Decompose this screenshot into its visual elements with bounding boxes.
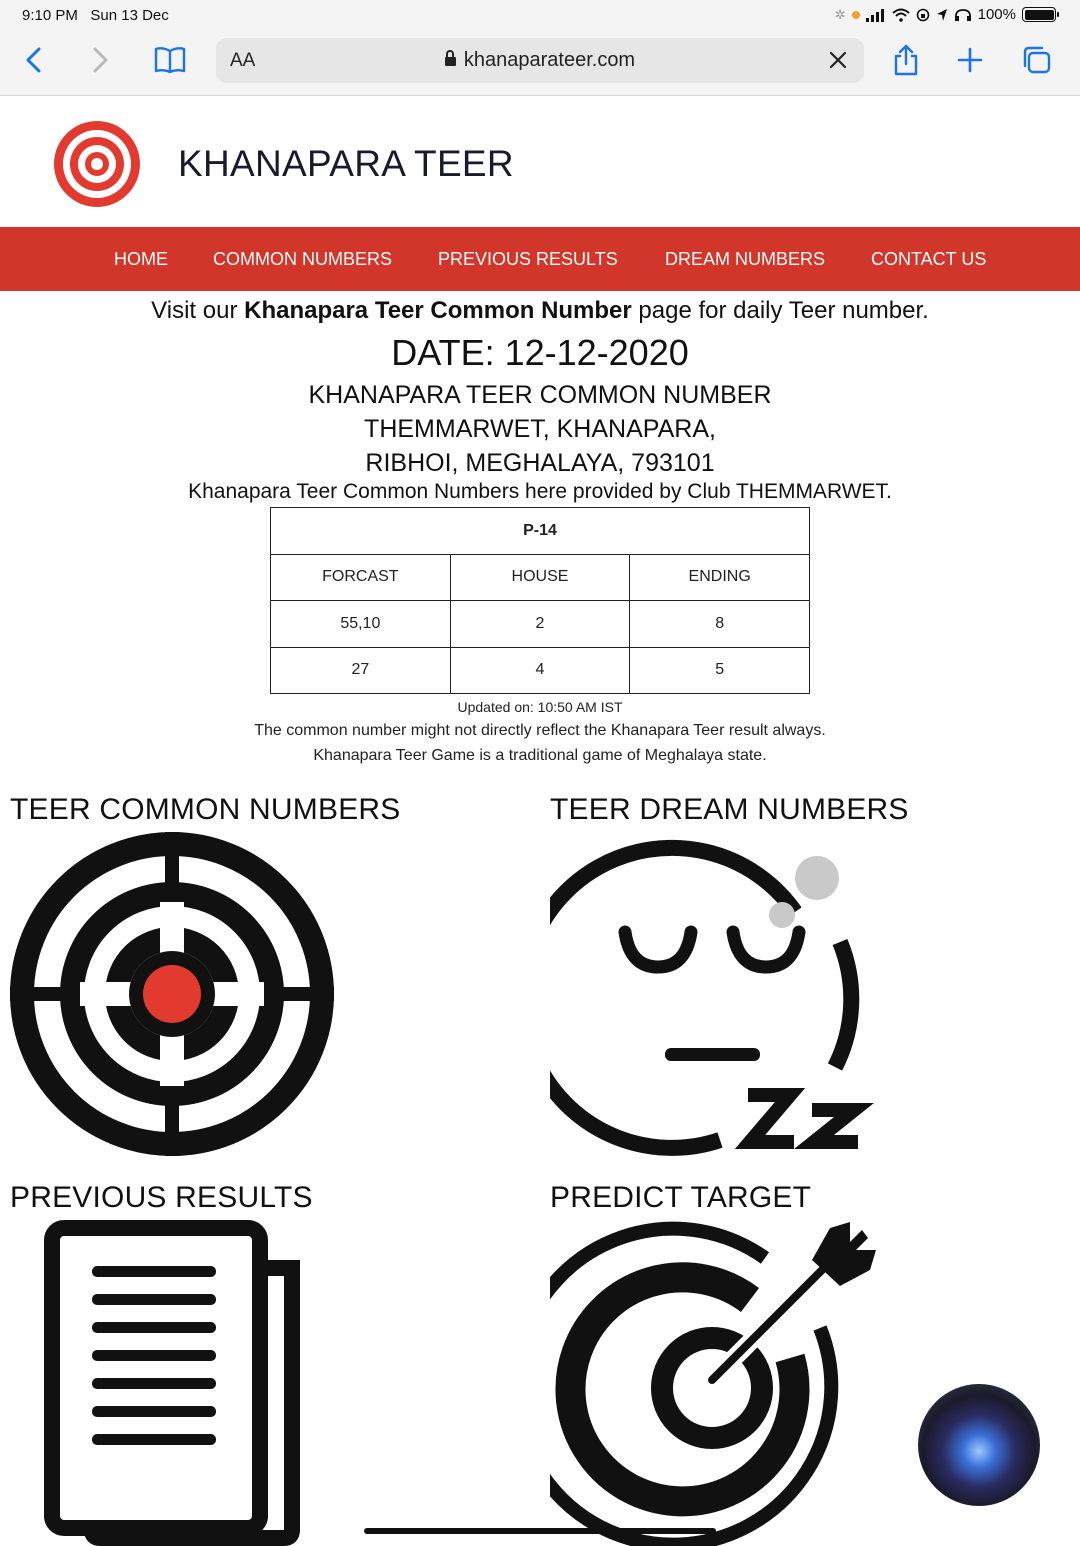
- share-icon: [892, 43, 920, 77]
- game-note: Khanapara Teer Game is a traditional game of Meghalaya state.: [313, 747, 767, 764]
- document-icon[interactable]: [40, 1220, 310, 1546]
- headphones-icon: [954, 8, 972, 22]
- forward-button[interactable]: [80, 40, 120, 80]
- status-time: 9:10 PM Sun 13 Dec: [22, 7, 169, 24]
- bullseye-arrow-icon[interactable]: [550, 1218, 880, 1546]
- bookmarks-button[interactable]: [150, 40, 190, 80]
- battery-percent: 100%: [977, 6, 1016, 23]
- table-cell: 55,10: [271, 601, 451, 648]
- plus-icon: [957, 47, 983, 73]
- status-bar: [0, 0, 1080, 30]
- main-nav: [0, 227, 1080, 291]
- status-indicators: [835, 6, 1056, 23]
- tabs-icon: [1020, 45, 1052, 75]
- table-cell: 4: [450, 647, 630, 694]
- section-title-dream[interactable]: TEER DREAM NUMBERS: [550, 793, 909, 826]
- table-title: P-14: [271, 508, 810, 555]
- activity-icon: ✲: [834, 6, 846, 22]
- battery-icon: [1022, 7, 1056, 22]
- logo-target-icon[interactable]: [52, 119, 142, 209]
- updated-time: Updated on: 10:50 AM IST: [457, 699, 623, 715]
- table-cell: 8: [630, 601, 810, 648]
- table-row: [271, 601, 810, 648]
- share-button[interactable]: [886, 40, 926, 80]
- address-bar[interactable]: [216, 38, 864, 83]
- url-text[interactable]: khanaparateer.com: [216, 49, 864, 72]
- tabs-button[interactable]: [1016, 40, 1056, 80]
- new-tab-button[interactable]: [950, 40, 990, 80]
- address-line-2: RIBHOI, MEGHALAYA, 793101: [365, 449, 715, 477]
- site-title[interactable]: KHANAPARA TEER: [178, 143, 514, 184]
- siri-orb-icon[interactable]: [918, 1384, 1040, 1506]
- address-block: [0, 378, 1080, 480]
- header-ending: ENDING: [630, 554, 810, 601]
- text-size-button[interactable]: AA: [230, 50, 256, 71]
- table-cell: 27: [271, 647, 451, 694]
- section-title-previous[interactable]: PREVIOUS RESULTS: [10, 1181, 313, 1214]
- back-button[interactable]: [14, 40, 54, 80]
- table-cell: 5: [630, 647, 810, 694]
- table-cell: 2: [450, 601, 630, 648]
- header-house: HOUSE: [450, 554, 630, 601]
- address-line-1: THEMMARWET, KHANAPARA,: [364, 415, 716, 443]
- clear-url-button[interactable]: [818, 40, 858, 80]
- signal-icon: [866, 8, 886, 22]
- table-title-row: [271, 508, 810, 555]
- table-header-row: [271, 554, 810, 601]
- site-header: [0, 97, 1080, 227]
- close-icon: [829, 51, 847, 69]
- lock-icon: [445, 57, 456, 66]
- nav-common-numbers[interactable]: COMMON NUMBERS: [213, 249, 392, 269]
- rotation-lock-icon: [916, 8, 930, 22]
- nav-dream-numbers[interactable]: DREAM NUMBERS: [665, 249, 826, 269]
- section-title-common[interactable]: TEER COMMON NUMBERS: [10, 793, 401, 826]
- chevron-left-icon: [24, 46, 44, 74]
- sleeping-face-icon[interactable]: [550, 832, 874, 1156]
- wifi-icon: [892, 8, 910, 22]
- table-row: [271, 647, 810, 694]
- results-table: [270, 507, 810, 694]
- target-icon[interactable]: [10, 832, 334, 1156]
- chevron-right-icon: [90, 46, 110, 74]
- nav-home[interactable]: HOME: [114, 249, 168, 269]
- provided-by-text: Khanapara Teer Common Numbers here provided by Club THEMMARWET.: [188, 480, 892, 503]
- home-indicator[interactable]: [364, 1528, 716, 1534]
- common-number-link[interactable]: Khanapara Teer Common Number: [244, 297, 632, 324]
- browser-toolbar: [0, 30, 1080, 96]
- book-icon: [153, 46, 187, 74]
- nav-previous-results[interactable]: PREVIOUS RESULTS: [438, 249, 618, 269]
- heading: KHANAPARA TEER COMMON NUMBER: [308, 381, 772, 409]
- disclaimer-note: The common number might not directly reflect the Khanapara Teer result always.: [254, 722, 826, 739]
- header-forcast: FORCAST: [271, 554, 451, 601]
- location-icon: [936, 8, 948, 22]
- nav-contact-us[interactable]: CONTACT US: [871, 249, 987, 269]
- orange-dot-icon: [852, 11, 860, 19]
- section-title-predict[interactable]: PREDICT TARGET: [550, 1181, 812, 1214]
- intro-text: Visit our Khanapara Teer Common Number page for daily Teer number.: [151, 297, 929, 324]
- result-date: DATE: 12-12-2020: [391, 332, 689, 373]
